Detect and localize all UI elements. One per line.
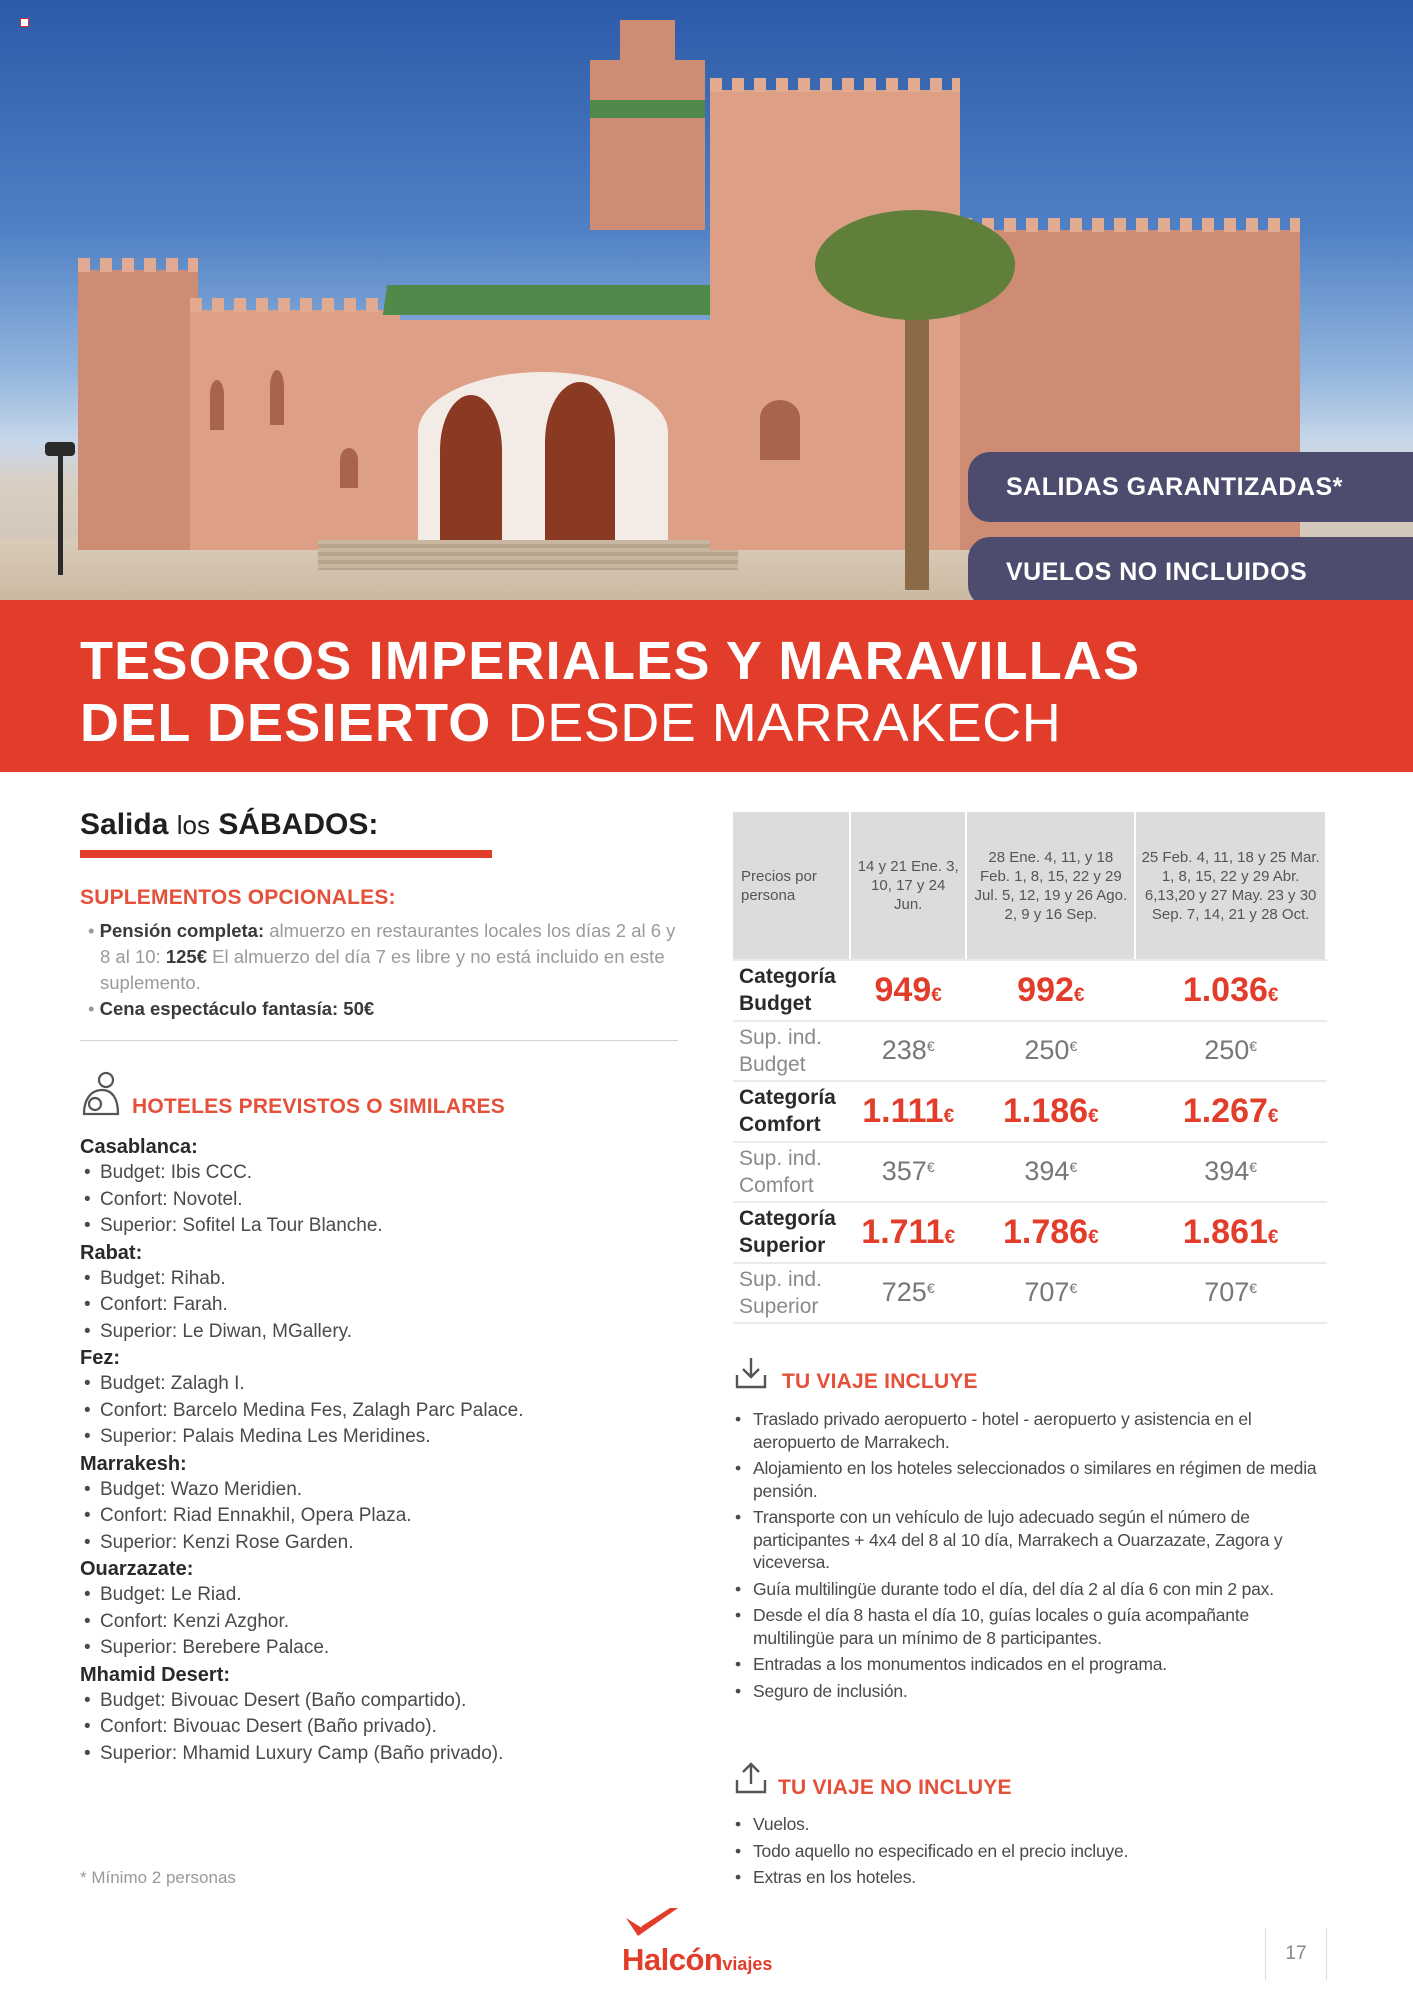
hotel-item: • Superior: Mhamid Luxury Camp (Baño privado). bbox=[80, 1741, 680, 1768]
price-value: 992 bbox=[1017, 970, 1074, 1009]
price-value: 250 bbox=[1204, 1035, 1250, 1066]
supplements-title: SUPLEMENTOS OPCIONALES: bbox=[80, 886, 396, 909]
price-value: 394 bbox=[1204, 1156, 1250, 1187]
price-cell bbox=[1135, 1263, 1326, 1324]
includes-title: TU VIAJE INCLUYE bbox=[782, 1370, 978, 1393]
window bbox=[210, 380, 224, 430]
hotel-item: • Superior: Berebere Palace. bbox=[80, 1635, 680, 1662]
price-cell bbox=[966, 960, 1135, 1021]
supplement-item: • Pensión completa: almuerzo en restaurantes locales los días 2 al 6 y 8 al 10: 125€ El almuerzo del día 7 es libre y no está incluido en este suplemento. bbox=[88, 920, 676, 993]
brand-logo: Halcónviajes bbox=[622, 1942, 773, 1977]
hotel-item: • Superior: Kenzi Rose Garden. bbox=[80, 1530, 680, 1557]
footnote-minimum: * Mínimo 2 personas bbox=[80, 1868, 236, 1887]
price-row-label: Categoría Superior bbox=[733, 1202, 850, 1263]
hotel-item: • Confort: Novotel. bbox=[80, 1187, 680, 1214]
currency-symbol: € bbox=[931, 984, 942, 1006]
price-cell bbox=[1135, 1021, 1326, 1082]
price-column-dates: 28 Ene. 4, 11, y 18 Feb. 1, 8, 15, 22 y 29 Jul. 5, 12, 19 y 26 Ago. 2, 9 y 16 Sep. bbox=[966, 812, 1135, 960]
price-value: 238 bbox=[881, 1035, 927, 1066]
hotel-item: • Budget: Wazo Meridien. bbox=[80, 1477, 680, 1504]
not-includes-item: • Vuelos. bbox=[733, 1813, 1329, 1836]
left-wall bbox=[190, 310, 400, 550]
price-row-supplement bbox=[733, 1263, 1326, 1324]
price-row-label: Categoría Budget bbox=[733, 960, 850, 1021]
price-cell bbox=[1135, 1142, 1326, 1203]
currency-symbol: € bbox=[1267, 984, 1279, 1006]
currency-symbol: € bbox=[1069, 1280, 1078, 1297]
currency-symbol: € bbox=[1088, 1105, 1099, 1127]
currency-symbol: € bbox=[926, 1159, 935, 1176]
price-value: 725 bbox=[881, 1277, 927, 1308]
price-cell bbox=[850, 1081, 966, 1142]
departure-day: SÁBADOS: bbox=[218, 808, 379, 841]
hotel-item: • Superior: Sofitel La Tour Blanche. bbox=[80, 1213, 680, 1240]
hotel-city: Casablanca: bbox=[80, 1136, 198, 1158]
price-cell bbox=[966, 1202, 1135, 1263]
not-includes-list bbox=[733, 1813, 1329, 1893]
flag-icon bbox=[20, 18, 29, 27]
green-roof bbox=[383, 285, 717, 315]
title-bold-part: DEL DESIERTO bbox=[80, 693, 492, 753]
currency-symbol: € bbox=[1249, 1159, 1258, 1176]
price-row-label: Sup. ind. Budget bbox=[733, 1021, 850, 1082]
price-cell bbox=[966, 1021, 1135, 1082]
currency-symbol: € bbox=[1069, 1159, 1078, 1176]
page-title-line2 bbox=[80, 692, 1061, 754]
page-number: 17 bbox=[1265, 1928, 1327, 1980]
hotel-item: • Budget: Bivouac Desert (Baño compartido). bbox=[80, 1688, 680, 1715]
red-divider bbox=[80, 850, 492, 858]
currency-symbol: € bbox=[944, 1226, 956, 1248]
price-cell bbox=[1135, 960, 1326, 1021]
badge-vuelos-no-incluidos: VUELOS NO INCLUIDOS bbox=[968, 537, 1413, 600]
price-value: 394 bbox=[1024, 1156, 1070, 1187]
minaret-top bbox=[620, 20, 675, 65]
supplements-list bbox=[80, 918, 680, 1022]
hotels-title: HOTELES PREVISTOS O SIMILARES bbox=[132, 1095, 505, 1118]
departure-pre: Salida bbox=[80, 808, 169, 841]
hotel-item: • Superior: Le Diwan, MGallery. bbox=[80, 1319, 680, 1346]
hotel-item: • Confort: Bivouac Desert (Baño privado). bbox=[80, 1714, 680, 1741]
left-wall-crenel bbox=[190, 298, 400, 312]
hotel-item: • Superior: Palais Medina Les Meridines. bbox=[80, 1424, 680, 1451]
departure-heading bbox=[80, 808, 378, 842]
hotel-city: Fez: bbox=[80, 1347, 120, 1369]
not-includes-item: • Extras en los hoteles. bbox=[733, 1866, 1329, 1889]
lamp-head bbox=[45, 442, 75, 456]
hotel-city: Rabat: bbox=[80, 1241, 143, 1264]
page-title-line1: TESOROS IMPERIALES Y MARAVILLAS bbox=[80, 631, 1141, 691]
minaret bbox=[590, 60, 705, 230]
price-cell bbox=[1135, 1202, 1326, 1263]
price-header-label: Precios por persona bbox=[733, 812, 850, 960]
price-row-label: Sup. ind. Superior bbox=[733, 1263, 850, 1324]
price-value: 1.267 bbox=[1182, 1091, 1268, 1130]
palm-trunk bbox=[905, 290, 929, 590]
hotel-item: • Confort: Barcelo Medina Fes, Zalagh Parc Palace. bbox=[80, 1398, 680, 1425]
price-cell bbox=[850, 1202, 966, 1263]
right-wing-crenel bbox=[960, 218, 1300, 232]
currency-symbol: € bbox=[1267, 1226, 1279, 1248]
price-value: 1.186 bbox=[1002, 1091, 1089, 1130]
halcon-logo-icon bbox=[624, 1906, 680, 1940]
right-door bbox=[545, 382, 615, 540]
price-cell bbox=[850, 960, 966, 1021]
badge-salidas-garantizadas: SALIDAS GARANTIZADAS* bbox=[968, 452, 1413, 522]
currency-symbol: € bbox=[943, 1105, 955, 1127]
includes-item: • Desde el día 8 hasta el día 10, guías locales o guía acompañante multilingüe para un mínimo de 8 participantes. bbox=[733, 1604, 1329, 1649]
price-value: 1.111 bbox=[862, 1091, 944, 1130]
price-value: 357 bbox=[881, 1156, 927, 1187]
price-column-dates: 14 y 21 Ene. 3, 10, 17 y 24 Jun. bbox=[850, 812, 966, 960]
price-table bbox=[733, 812, 1327, 1324]
hero-photo-mosque bbox=[0, 0, 1413, 600]
window bbox=[340, 448, 358, 488]
price-value: 707 bbox=[1204, 1277, 1250, 1308]
price-table-header bbox=[733, 812, 1326, 960]
currency-symbol: € bbox=[1069, 1038, 1078, 1055]
price-cell bbox=[966, 1263, 1135, 1324]
currency-symbol: € bbox=[1073, 984, 1085, 1006]
hotel-city: Marrakesh: bbox=[80, 1452, 187, 1475]
not-includes-item: • Todo aquello no especificado en el precio incluye. bbox=[733, 1840, 1329, 1863]
includes-item: • Transporte con un vehículo de lujo adecuado según el número de participantes + 4x4 del 8 al 10 día, Marrakech a Ouarzazate, Zagora y viceversa. bbox=[733, 1506, 1329, 1574]
currency-symbol: € bbox=[1249, 1280, 1258, 1297]
hotel-bell-icon bbox=[80, 1070, 122, 1118]
price-column-dates: 25 Feb. 4, 11, 18 y 25 Mar. 1, 8, 15, 22 y 29 Abr. 6,13,20 y 27 May. 23 y 30 Sep. 7, 14, 21 y 28 Oct. bbox=[1135, 812, 1326, 960]
price-row-supplement bbox=[733, 1142, 1326, 1203]
includes-item: • Entradas a los monumentos indicados en el programa. bbox=[733, 1653, 1329, 1676]
price-row-label: Sup. ind. Comfort bbox=[733, 1142, 850, 1203]
price-value: 1.786 bbox=[1002, 1212, 1089, 1251]
price-cell bbox=[850, 1021, 966, 1082]
departure-mid: los bbox=[176, 810, 210, 840]
left-crenel bbox=[78, 258, 198, 272]
price-value: 250 bbox=[1024, 1035, 1070, 1066]
price-cell bbox=[850, 1263, 966, 1324]
price-row-supplement bbox=[733, 1021, 1326, 1082]
price-value: 1.711 bbox=[861, 1212, 945, 1251]
window bbox=[270, 370, 284, 425]
section-divider bbox=[80, 1040, 678, 1041]
includes-item: • Guía multilingüe durante todo el día, del día 2 al día 6 con min 2 pax. bbox=[733, 1578, 1329, 1601]
price-cell bbox=[850, 1142, 966, 1203]
minaret-band bbox=[590, 100, 705, 118]
front-steps bbox=[318, 540, 738, 570]
supplement-item: • Cena espectáculo fantasía: 50€ bbox=[88, 998, 375, 1019]
title-light-part: DESDE MARRAKECH bbox=[507, 693, 1062, 753]
price-cell bbox=[1135, 1081, 1326, 1142]
price-row-label: Categoría Comfort bbox=[733, 1081, 850, 1142]
hotel-item: • Budget: Zalagh I. bbox=[80, 1371, 680, 1398]
hotel-item: • Confort: Kenzi Azghor. bbox=[80, 1609, 680, 1636]
currency-symbol: € bbox=[926, 1038, 935, 1055]
price-value: 949 bbox=[874, 970, 932, 1009]
download-icon bbox=[733, 1355, 769, 1391]
includes-list bbox=[733, 1408, 1329, 1706]
price-row-category bbox=[733, 960, 1326, 1021]
hotel-item: • Budget: Le Riad. bbox=[80, 1582, 680, 1609]
left-tower bbox=[78, 270, 198, 550]
hotel-city: Mhamid Desert: bbox=[80, 1663, 231, 1686]
currency-symbol: € bbox=[1088, 1226, 1099, 1248]
price-cell bbox=[966, 1081, 1135, 1142]
street-lamp bbox=[58, 450, 63, 575]
hotel-item: • Budget: Rihab. bbox=[80, 1266, 680, 1293]
hotel-city: Ouarzazate: bbox=[80, 1558, 194, 1580]
tower-window bbox=[760, 400, 800, 460]
hotel-item: • Confort: Riad Ennakhil, Opera Plaza. bbox=[80, 1503, 680, 1530]
not-includes-title: TU VIAJE NO INCLUYE bbox=[778, 1776, 1012, 1799]
currency-symbol: € bbox=[1249, 1038, 1258, 1055]
hotel-item: • Budget: Ibis CCC. bbox=[80, 1160, 680, 1187]
upload-icon bbox=[733, 1760, 769, 1796]
price-value: 707 bbox=[1024, 1277, 1070, 1308]
currency-symbol: € bbox=[926, 1280, 935, 1297]
hotels-list bbox=[80, 1134, 680, 1767]
price-row-category bbox=[733, 1081, 1326, 1142]
includes-item: • Alojamiento en los hoteles seleccionados o similares en régimen de media pensión. bbox=[733, 1457, 1329, 1502]
right-tower-crenel bbox=[710, 78, 960, 92]
includes-item: • Seguro de inclusión. bbox=[733, 1680, 1329, 1703]
palm-leaves bbox=[815, 210, 1015, 320]
currency-symbol: € bbox=[1267, 1105, 1279, 1127]
price-cell bbox=[966, 1142, 1135, 1203]
left-door bbox=[440, 395, 502, 540]
price-value: 1.036 bbox=[1182, 970, 1268, 1009]
price-row-category bbox=[733, 1202, 1326, 1263]
includes-item: • Traslado privado aeropuerto - hotel - aeropuerto y asistencia en el aeropuerto de Marrakech. bbox=[733, 1408, 1329, 1453]
hotel-item: • Confort: Farah. bbox=[80, 1292, 680, 1319]
price-value: 1.861 bbox=[1182, 1212, 1268, 1251]
